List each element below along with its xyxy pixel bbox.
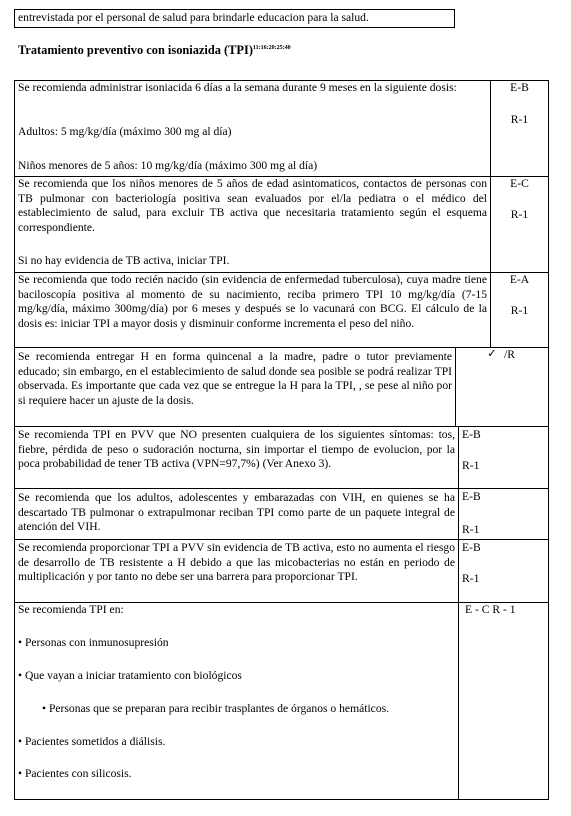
row-1-text: Se recomienda administrar isoniacida 6 días a la semana durante 9 meses en la siguiente dosis: (18, 81, 457, 94)
row-4-text: Se recomienda entregar H en forma quincenal a la madre, padre o tutor previamente educado; sin embargo, en el establecimiento de salud donde sea posible se podrá realizar TPI observada. Es importante que cada vez que se entregue la H para la TPI, , se pese al niño por si requiere hacer un ajuste de la dosis. (18, 350, 452, 407)
row-2-evidence: E-C (510, 177, 529, 190)
bullet-item-4: • Pacientes sometidos a diálisis. (18, 735, 166, 748)
row-5-evidence: E-B (462, 428, 481, 441)
heading-text: Tratamiento preventivo con isoniazida (TPI) (18, 43, 253, 57)
row-6-text: Se recomienda que los adultos, adolescentes y embarazadas con VIH, en quienes se ha descartado TB pulmonar o extrapulmonar reciban TPI como parte de un paquete integral de atención del VIH. (18, 491, 455, 534)
row-3-evidence: E-A (509, 273, 530, 286)
row-4-level: /R (504, 348, 515, 361)
row-1-dose-child: Niños menores de 5 años: 10 mg/kg/día (máximo 300 mg al día) (18, 159, 318, 172)
row-7-recommendation: R-1 (462, 572, 480, 585)
row-1-dose-adult: Adultos: 5 mg/kg/día (máximo 300 mg al día) (18, 125, 232, 138)
row-3-text: Se recomienda que todo recién nacido (sin evidencia de enfermedad tuberculosa), cuya madre tiene baciloscopía positiva al momento de su nacimiento, reciba primero TPI 10 mg/kg/día (7-15 mg/kg/día, máximo 300mg/día) por 6 meses y después se lo vacunará con BCG. El cálculo de la dosis es: iniciar TPI a mayor dosis y disminuir conforme incrementa el peso del niño. (18, 273, 487, 330)
check-icon: ✓ (487, 347, 497, 360)
row-8-level: E - C R - 1 (465, 603, 516, 616)
bullet-item-2: • Que vayan a iniciar tratamiento con biológicos (18, 669, 242, 682)
row-6-evidence: E-B (462, 490, 481, 503)
section-heading (18, 43, 291, 58)
level-cell-8 (458, 602, 549, 800)
row-1-recommendation: R-1 (510, 113, 529, 126)
row-2-text: Se recomienda que los niños menores de 5 años de edad asintomaticos, contactos de personas con TB pulmonar con bacteriología positiva sean evaluados por el/la pediatra o el médico del establecimiento de salud, para excluir TB activa que necesitaria tratamiento según el esquema correspondiente. (18, 177, 487, 234)
level-cell-4 (455, 347, 549, 427)
heading-references: 11:16:20:25:40 (252, 44, 291, 51)
row-8-intro: Se recomienda TPI en: (18, 603, 124, 616)
row-5-recommendation: R-1 (462, 459, 480, 472)
bullet-item-3: • Personas que se preparan para recibir trasplantes de órganos o hemáticos. (42, 702, 390, 715)
bullet-item-1: • Personas con inmunosupresión (18, 636, 169, 649)
row-2-note: Si no hay evidencia de TB activa, iniciar TPI. (18, 254, 230, 267)
bullet-item-5: • Pacientes con silicosis. (18, 767, 132, 780)
row-1-evidence: E-B (510, 81, 529, 94)
top-row-text: entrevistada por el personal de salud para brindarle educacion para la salud. (18, 11, 369, 24)
row-6-recommendation: R-1 (462, 523, 480, 536)
row-5-text: Se recomienda TPI en PVV que NO presenten cualquiera de los siguientes síntomas: tos, fiebre, pérdida de peso o sudoración nocturna, sin importar el tiempo de evolucion, por la poca probabilidad de tener TB activa (VPN=97,7%) (Ver Anexo 3). (18, 428, 455, 471)
row-7-text: Se recomienda proporcionar TPI a PVV sin evidencia de TB activa, esto no aumenta el riesgo de desarrollo de TB resistente a H debido a que las micobacterias no están en periodo de multiplicación y por tanto no debe ser una barrera para proporcionar TPI. (18, 541, 455, 584)
row-3-recommendation: R-1 (510, 304, 529, 317)
row-2-recommendation: R-1 (510, 208, 529, 221)
row-7-evidence: E-B (462, 541, 481, 554)
